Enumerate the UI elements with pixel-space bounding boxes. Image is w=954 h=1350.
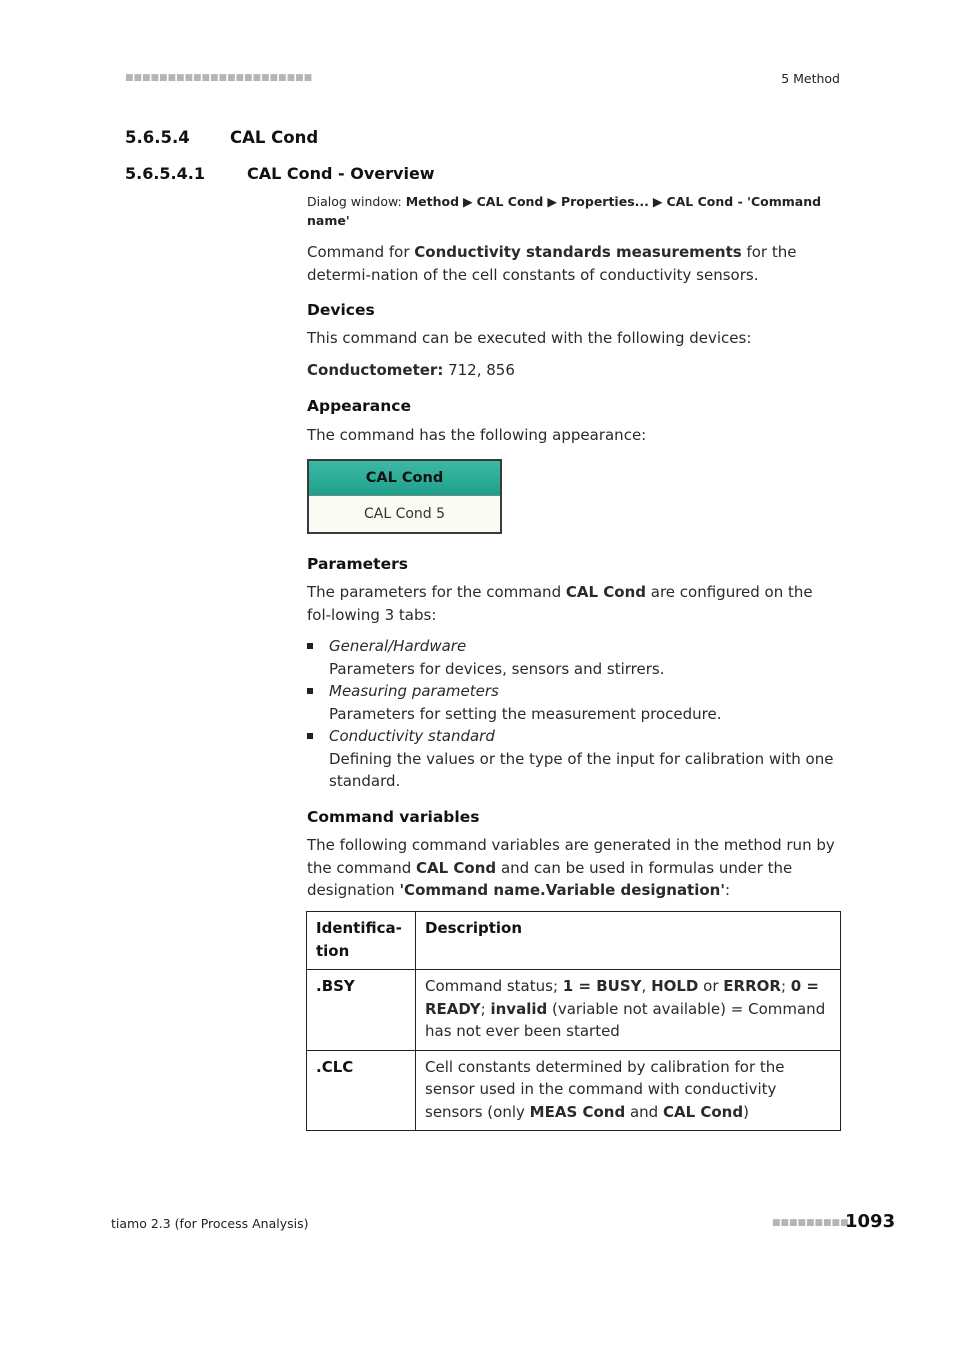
intro-bold: Conductivity standards measurements [414, 243, 742, 261]
page-number: 1093 [845, 1211, 896, 1232]
section-number: 5.6.5.4 [125, 128, 190, 147]
column-header-identification: Identifica-tion [307, 912, 416, 970]
command-variables-text: The following command variables are generated in the method run by the command CAL Cond and can be used in formulas under the designation 'Command name.Variable designation': [307, 836, 835, 899]
tab-description: Defining the values or the type of the input for calibration with one standard. [329, 749, 834, 790]
parameters-list [307, 635, 841, 793]
table-row [307, 1050, 841, 1131]
footer-product: tiamo 2.3 (for Process Analysis) [111, 1216, 309, 1231]
dialog-prefix: Dialog window: [307, 194, 406, 209]
bullet-icon [307, 733, 313, 739]
list-item [307, 635, 841, 680]
conductometer-value: 712, 856 [443, 361, 515, 379]
parameters-bold: CAL Cond [565, 583, 646, 601]
separator: ▶ [648, 194, 667, 209]
list-item [307, 725, 841, 793]
table-header-row [307, 912, 841, 970]
chapter-label: 5 Method [781, 71, 840, 86]
separator: ▶ [459, 194, 477, 209]
devices-text: This command can be executed with the following devices: [307, 329, 752, 347]
devices-conductometer [307, 359, 841, 382]
subsection-title: CAL Cond - Overview [247, 164, 435, 183]
dialog-item-cal-cond: CAL Cond [476, 194, 544, 209]
header-decoration: ■■■■■■■■■■■■■■■■■■■■■■ [125, 73, 313, 83]
parameters-heading: Parameters [307, 555, 408, 573]
footer-decoration: ■■■■■■■■■ [772, 1218, 849, 1228]
section-title: CAL Cond [230, 128, 319, 147]
dialog-item-method: Method [405, 194, 460, 209]
appearance-text: The command has the following appearance: [307, 426, 647, 444]
list-item [307, 680, 841, 725]
variable-description: Cell constants determined by calibration for the sensor used in the command with conductivity sensors (only MEAS Cond and CAL Cond) [416, 1050, 841, 1131]
column-header-description: Description [416, 912, 841, 970]
devices-heading: Devices [307, 301, 375, 319]
intro-paragraph: Command for Conductivity standards measurements for the determi-nation of the cell constants of conductivity sensors. [307, 243, 797, 284]
conductometer-label: Conductometer: [307, 361, 444, 379]
dialog-item-properties: Properties... [560, 194, 649, 209]
variable-id: .BSY [307, 970, 416, 1051]
variables-table [306, 911, 841, 1131]
variable-description: Command status; 1 = BUSY, HOLD or ERROR; 0 = READY; invalid (variable not available) = Command has not ever been started [416, 970, 841, 1051]
tab-name: Measuring parameters [329, 682, 499, 700]
command-box-title: CAL Cond [309, 461, 500, 496]
appearance-heading: Appearance [307, 397, 411, 415]
tab-description: Parameters for setting the measurement procedure. [329, 704, 722, 723]
variable-id: .CLC [307, 1050, 416, 1131]
tab-name: General/Hardware [329, 637, 467, 655]
separator: ▶ [543, 194, 561, 209]
dialog-item-command-name: CAL Cond - 'Command name' [307, 194, 822, 228]
bullet-icon [307, 643, 313, 649]
command-variables-heading: Command variables [307, 808, 480, 826]
tab-description: Parameters for devices, sensors and stirrers. [329, 659, 665, 678]
subsection-number: 5.6.5.4.1 [125, 164, 205, 183]
bullet-icon [307, 688, 313, 694]
command-box-name: CAL Cond 5 [363, 506, 446, 522]
dialog-path [307, 192, 841, 230]
table-row [307, 970, 841, 1051]
command-appearance-box [307, 459, 502, 534]
cv-bold-command: CAL Cond [416, 858, 497, 877]
cv-bold-designation: 'Command name.Variable designation' [399, 881, 725, 899]
parameters-text: The parameters for the command CAL Cond are configured on the fol-lowing 3 tabs: [307, 583, 813, 624]
tab-name: Conductivity standard [329, 727, 495, 745]
